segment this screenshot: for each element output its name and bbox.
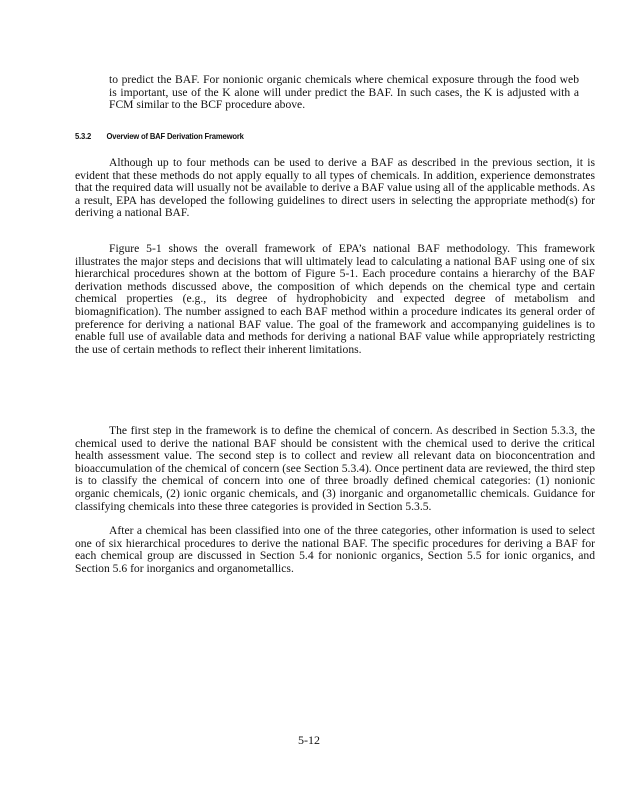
paragraph-continued: to predict the BAF. For nonionic organic chemicals where chemical exposure through the food web is important, use of the K alone will under predict the BAF. In such cases, the K is adjusted with a FCM similar to the BCF procedure above. <box>109 73 579 112</box>
paragraph-1 <box>75 157 595 220</box>
paragraph-2 <box>75 243 595 356</box>
paragraph-3 <box>75 425 595 513</box>
section-title: Overview of BAF Derivation Framework <box>106 131 244 141</box>
paragraph-4-text: After a chemical has been classified into one of the three categories, other information is used to select one of six hierarchical procedures to derive the national BAF. The specific procedures for deriving a BAF for each chemical group are discussed in Section 5.4 for nonionic organics, Section 5.5 for ionic organics, and Section 5.6 for inorganics and organometallics. <box>75 524 595 575</box>
paragraph-1-text: Although up to four methods can be used to derive a BAF as described in the previous section, it is evident that these methods do not apply equally to all types of chemicals. In addition, experience demonstrates that the required data will usually not be available to derive a BAF value using all of the applicable methods. As a result, EPA has developed the following guidelines to direct users in selecting the appropriate method(s) for deriving a national BAF. <box>75 156 595 220</box>
paragraph-4 <box>75 525 595 575</box>
section-number: 5.3.2 <box>75 131 92 141</box>
section-heading <box>75 131 244 141</box>
paragraph-3-text: The first step in the framework is to define the chemical of concern. As described in Section 5.3.3, the chemical used to derive the national BAF should be consistent with the chemical used to derive the critical health assessment value. The second step is to collect and review all relevant data on bioconcentration and bioaccumulation of the chemical of concern (see Section 5.3.4). Once pertinent data are reviewed, the third step is to classify the chemical of concern into one of three broadly defined chemical categories: (1) nonionic organic chemicals, (2) ionic organic chemicals, and (3) inorganic and organometallic chemicals. Guidance for classifying chemicals into these three categories is provided in Section 5.3.5. <box>75 424 595 513</box>
page-number: 5-12 <box>298 733 320 747</box>
paragraph-2-text: Figure 5-1 shows the overall framework of EPA’s national BAF methodology. This framework illustrates the major steps and decisions that will ultimately lead to calculating a national BAF using one of six hierarchical procedures shown at the bottom of Figure 5-1. Each procedure contains a hierarchy of the BAF derivation methods discussed above, the composition of which depends on the chemical type and certain chemical properties (e.g., its degree of hydrophobicity and expected degree of metabolism and biomagnification). The number assigned to each BAF method within a procedure indicates its general order of preference for deriving a national BAF value. The goal of the framework and accompanying guidelines is to enable full use of available data and methods for deriving a national BAF value while appropriately restricting the use of certain methods to reflect their inherent limitations. <box>75 242 595 356</box>
